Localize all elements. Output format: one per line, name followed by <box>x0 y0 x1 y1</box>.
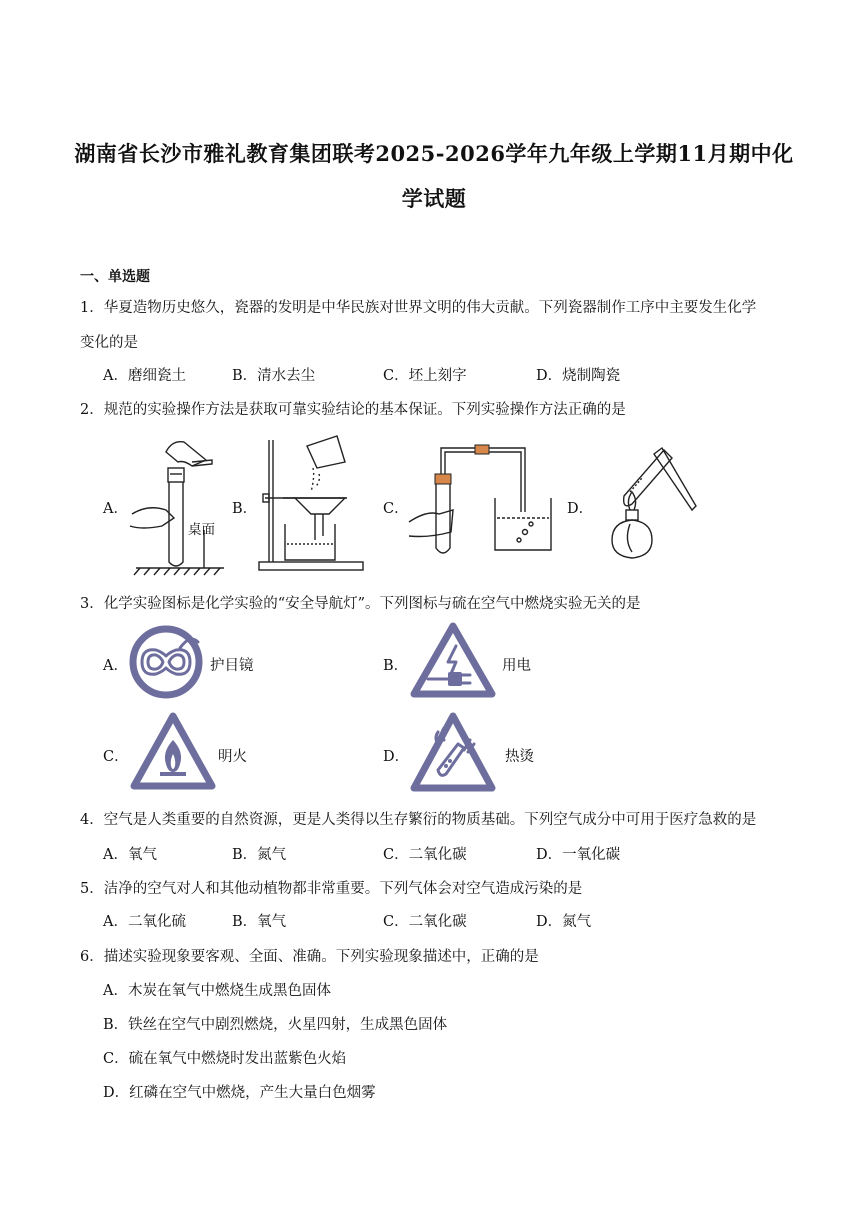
q1-stem-line-1: 1．华夏造物历史悠久，瓷器的发明是中华民族对世界文明的伟大贡献。下列瓷器制作工序中主要发生化学 <box>80 300 757 316</box>
electricity-icon <box>408 620 498 700</box>
q2-option-b: B． <box>232 501 258 517</box>
q3-stem: 3．化学实验图标是化学实验的“安全导航灯”。下列图标与硫在空气中燃烧实验无关的是 <box>80 596 641 612</box>
electricity-label: 用电 <box>502 658 531 674</box>
q6-option-c: C．硫在氧气中燃烧时发出蓝紫色火焰 <box>103 1051 347 1067</box>
q5-option-c: C．二氧化碳 <box>383 914 467 930</box>
q4-stem: 4．空气是人类重要的自然资源，更是人类得以生存繁衍的物质基础。下列空气成分中可用于医疗急救的是 <box>80 812 757 828</box>
hot-surface-icon <box>408 710 498 794</box>
q3-option-b: B． <box>383 658 409 674</box>
q5-stem: 5．洁净的空气对人和其他动植物都非常重要。下列气体会对空气造成污染的是 <box>80 881 583 897</box>
page-title-line-2: 学试题 <box>401 186 467 211</box>
q1-stem-line-2: 变化的是 <box>80 335 138 351</box>
open-flame-label: 明火 <box>218 749 247 765</box>
goggles-label: 护目镜 <box>210 658 254 674</box>
hot-surface-label: 热烫 <box>505 749 534 765</box>
q2-figure-c-airtightness-check <box>405 448 565 558</box>
section-heading: 一、单选题 <box>80 269 150 285</box>
q2-option-a: A． <box>103 501 128 517</box>
q5-option-a: A．二氧化硫 <box>103 914 186 930</box>
q4-option-d: D．一氧化碳 <box>536 847 621 863</box>
q2-option-c: C． <box>383 501 409 517</box>
q1-option-d: D．烧制陶瓷 <box>536 368 621 384</box>
q1-option-c: C．坯上刻字 <box>383 368 467 384</box>
q6-option-d: D．红磷在空气中燃烧，产生大量白色烟雾 <box>103 1085 376 1101</box>
q3-option-d: D． <box>383 749 410 765</box>
q2-figure-a-table-label: 桌面 <box>188 522 215 538</box>
q4-option-a: A．氧气 <box>103 847 157 863</box>
q5-option-d: D．氮气 <box>536 914 592 930</box>
q3-option-a: A． <box>103 658 128 674</box>
q2-option-d: D． <box>567 501 594 517</box>
q4-option-c: C．二氧化碳 <box>383 847 467 863</box>
q5-option-b: B．氧气 <box>232 914 287 930</box>
q2-figure-d-heating-tube <box>592 440 702 572</box>
q4-option-b: B．氮气 <box>232 847 287 863</box>
page-title-line-1: 湖南省长沙市雅礼教育集团联考2025-2026学年九年级上学期11月期中化 <box>74 141 794 166</box>
q6-stem: 6．描述实验现象要客观、全面、准确。下列实验现象描述中，正确的是 <box>80 949 539 965</box>
q1-option-b: B．清水去尘 <box>232 368 316 384</box>
q1-option-a: A．磨细瓷土 <box>103 368 186 384</box>
q2-stem: 2．规范的实验操作方法是获取可靠实验结论的基本保证。下列实验操作方法正确的是 <box>80 402 626 418</box>
open-flame-icon <box>128 710 218 792</box>
q2-figure-b-filtration <box>255 436 365 574</box>
q6-option-a: A．木炭在氧气中燃烧生成黑色固体 <box>103 983 331 999</box>
goggles-icon <box>128 624 204 700</box>
q3-option-c: C． <box>103 749 129 765</box>
q2-figure-a-stopper-tube-on-table <box>128 434 228 576</box>
q6-option-b: B．铁丝在空气中剧烈燃烧，火星四射，生成黑色固体 <box>103 1017 448 1033</box>
